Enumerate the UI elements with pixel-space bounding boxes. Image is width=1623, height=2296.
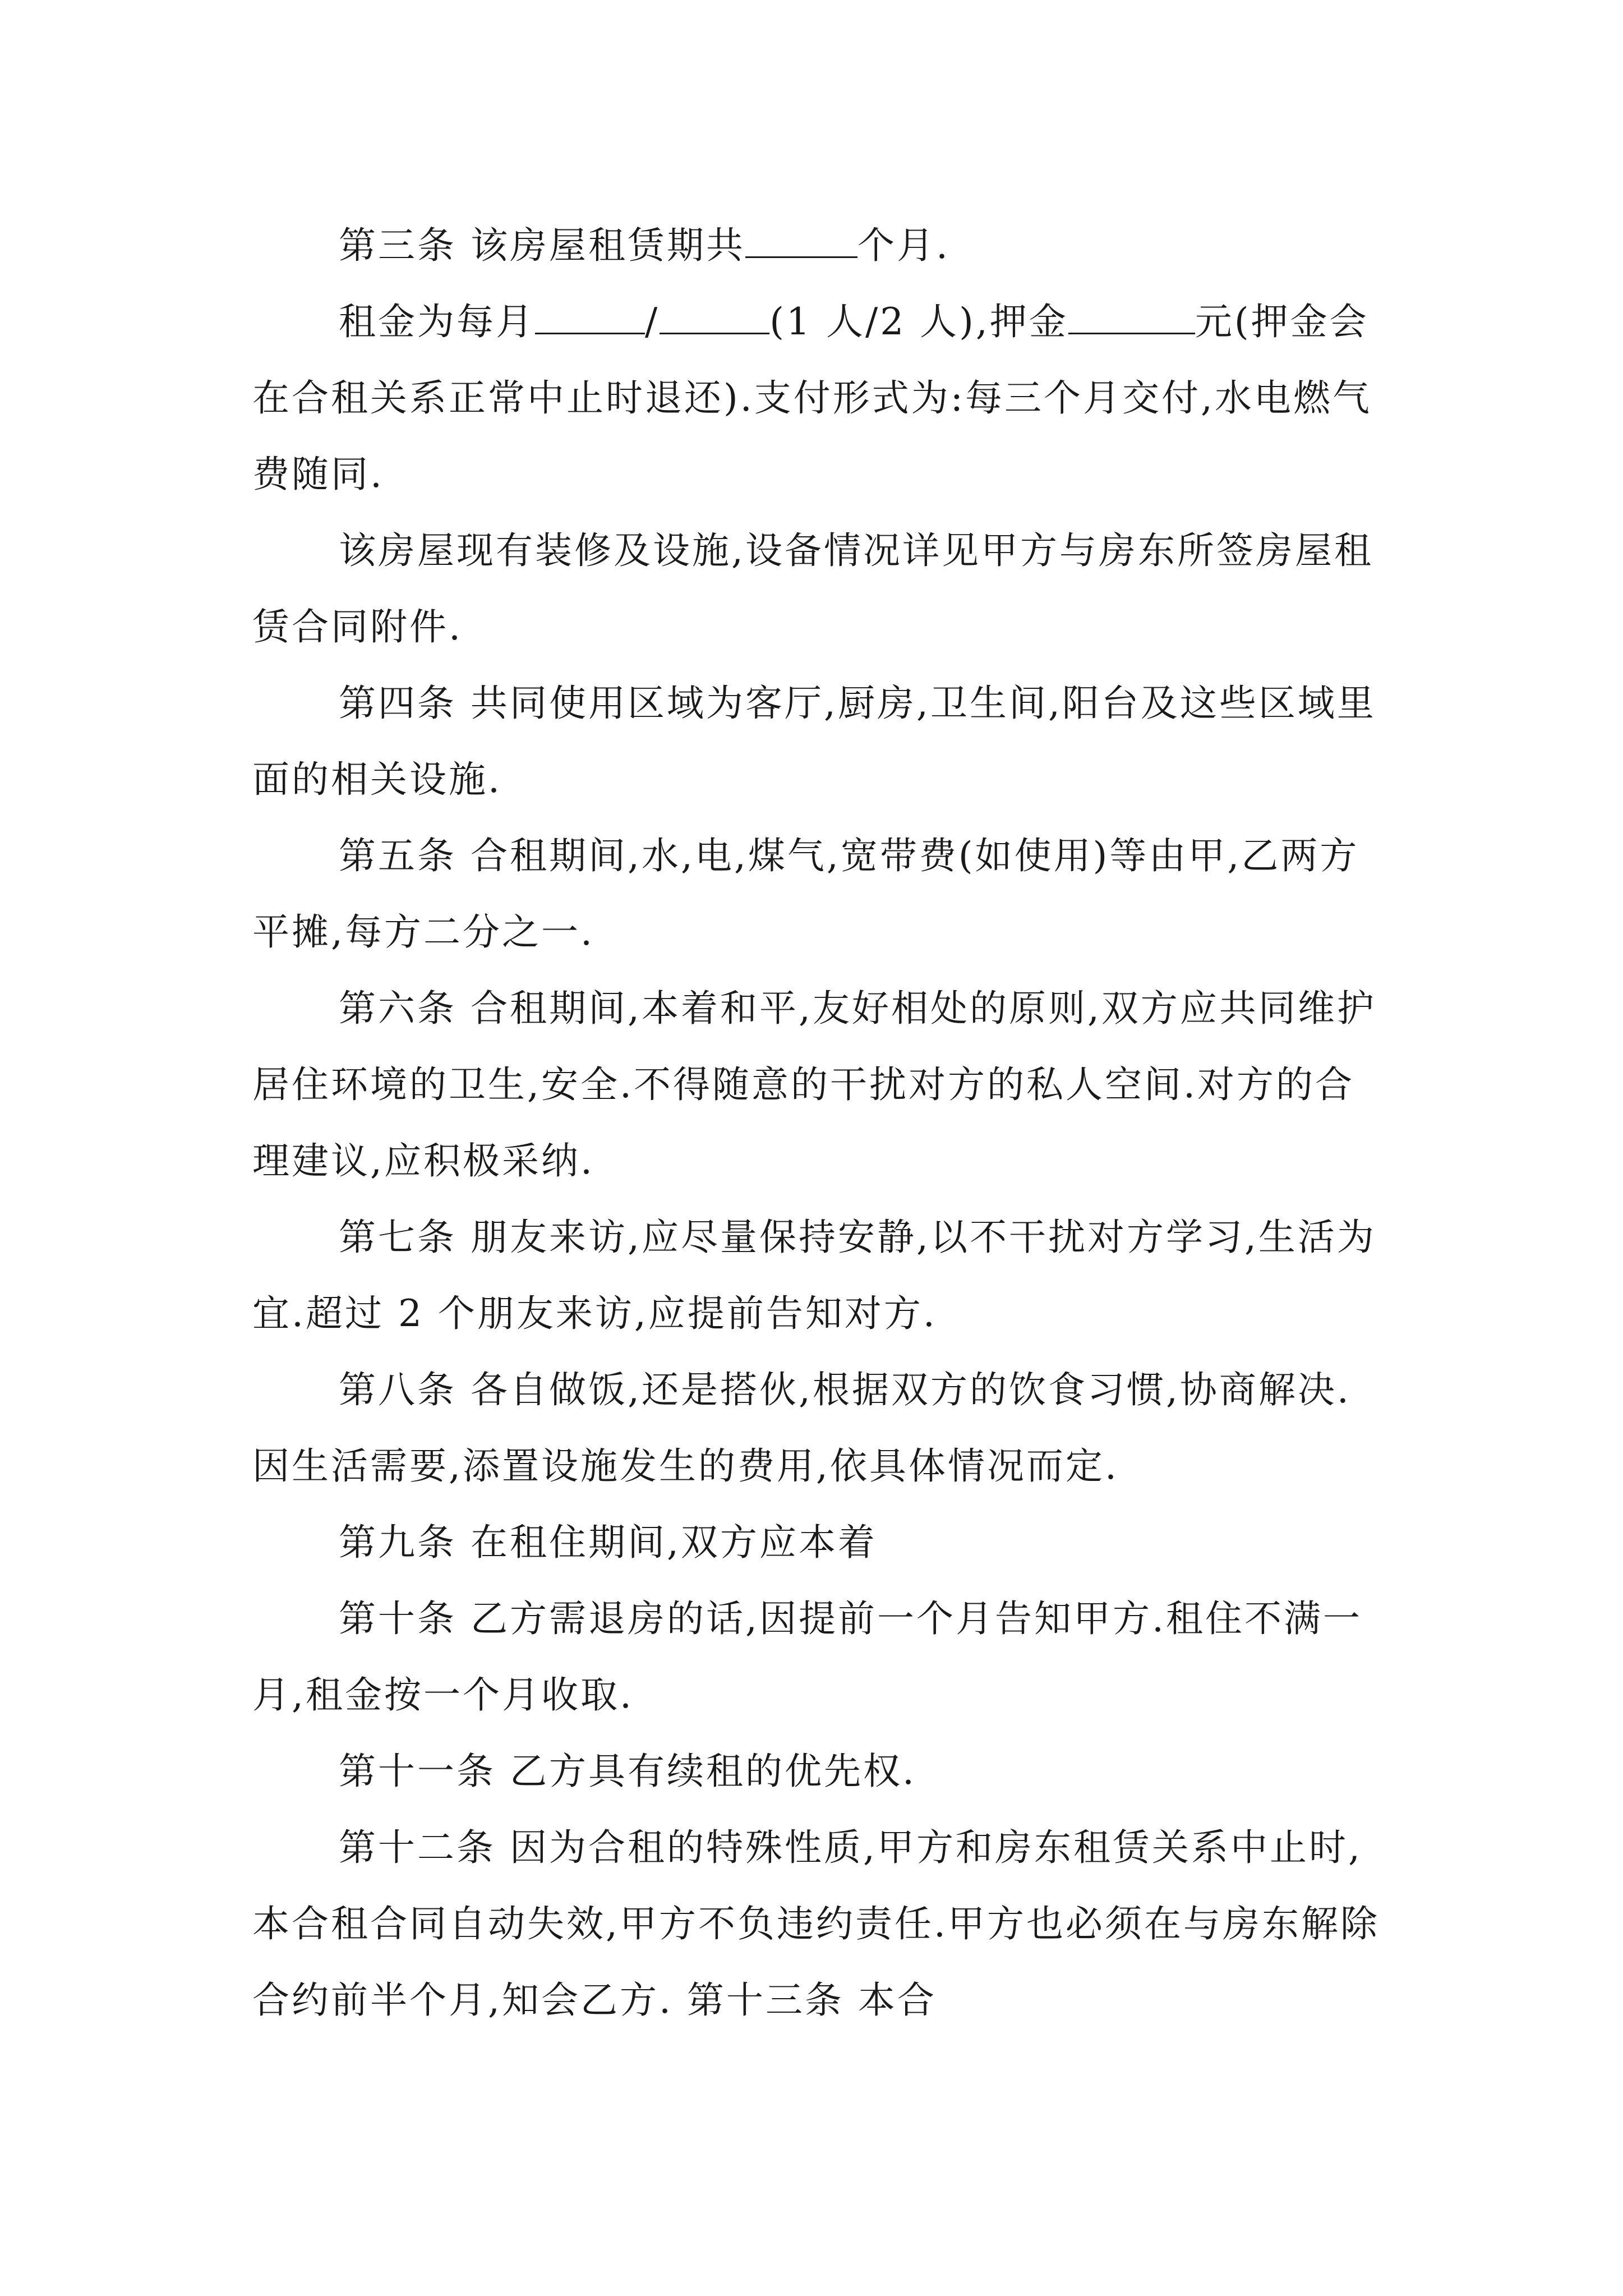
rent-text-c: 元(押金会在合租关系正常中止时退还).支付形式为:每三个月交付,水电燃气费随同. (252, 300, 1372, 496)
rent-text-b: (1 人/2 人),押金 (769, 300, 1068, 343)
monthly-rent-blank-1 (535, 301, 645, 334)
clause-7: 第七条 朋友来访,应尽量保持安静,以不干扰对方学习,生活为宜.超过 2 个朋友来访,应提前告知对方. (252, 1216, 1376, 1335)
clause-10: 第十条 乙方需退房的话,因提前一个月告知甲方.租住不满一月,租金按一个月收取. (252, 1597, 1362, 1717)
clause-4: 第四条 共同使用区域为客厅,厨房,卫生间,阳台及这些区域里面的相关设施. (252, 682, 1376, 801)
clause-9: 第九条 在租住期间,双方应本着 (339, 1521, 877, 1564)
clause-3-term (252, 208, 1385, 284)
clause-6: 第六条 合租期间,本着和平,友好相处的原则,双方应共同维护居住环境的卫生,安全.不得随意的干扰对方的私人空间.对方的合理建议,应积极采纳. (252, 987, 1376, 1182)
rent-text-a: 租金为每月 (339, 300, 535, 343)
clause-5: 第五条 合租期间,水,电,煤气,宽带费(如使用)等由甲,乙两方平摊,每方二分之一. (252, 834, 1359, 954)
monthly-rent-blank-2 (660, 301, 769, 334)
clause-12: 第十二条 因为合租的特殊性质,甲方和房东租赁关系中止时,本合租合同自动失效,甲方不负违约责任.甲方也必须在与房东解除合约前半个月,知会乙方. 第十三条 本合 (252, 1826, 1380, 2022)
clause-11: 第十一条 乙方具有续租的优先权. (339, 1750, 916, 1793)
clause-3-text-b: 个月. (857, 224, 950, 267)
rent-text-slash: / (645, 300, 660, 343)
clause-3-text-a: 第三条 该房屋租赁期共 (339, 224, 745, 267)
facilities-paragraph: 该房屋现有装修及设施,设备情况详见甲方与房东所签房屋租赁合同附件. (252, 529, 1373, 648)
document-body (252, 208, 1385, 2039)
rent-deposit-paragraph (252, 284, 1385, 513)
lease-months-blank (745, 225, 857, 258)
deposit-blank (1068, 301, 1195, 334)
clause-8: 第八条 各自做饭,还是搭伙,根据双方的饮食习惯,协商解决.因生活需要,添置设施发生的费用,依具体情况而定. (252, 1368, 1351, 1488)
